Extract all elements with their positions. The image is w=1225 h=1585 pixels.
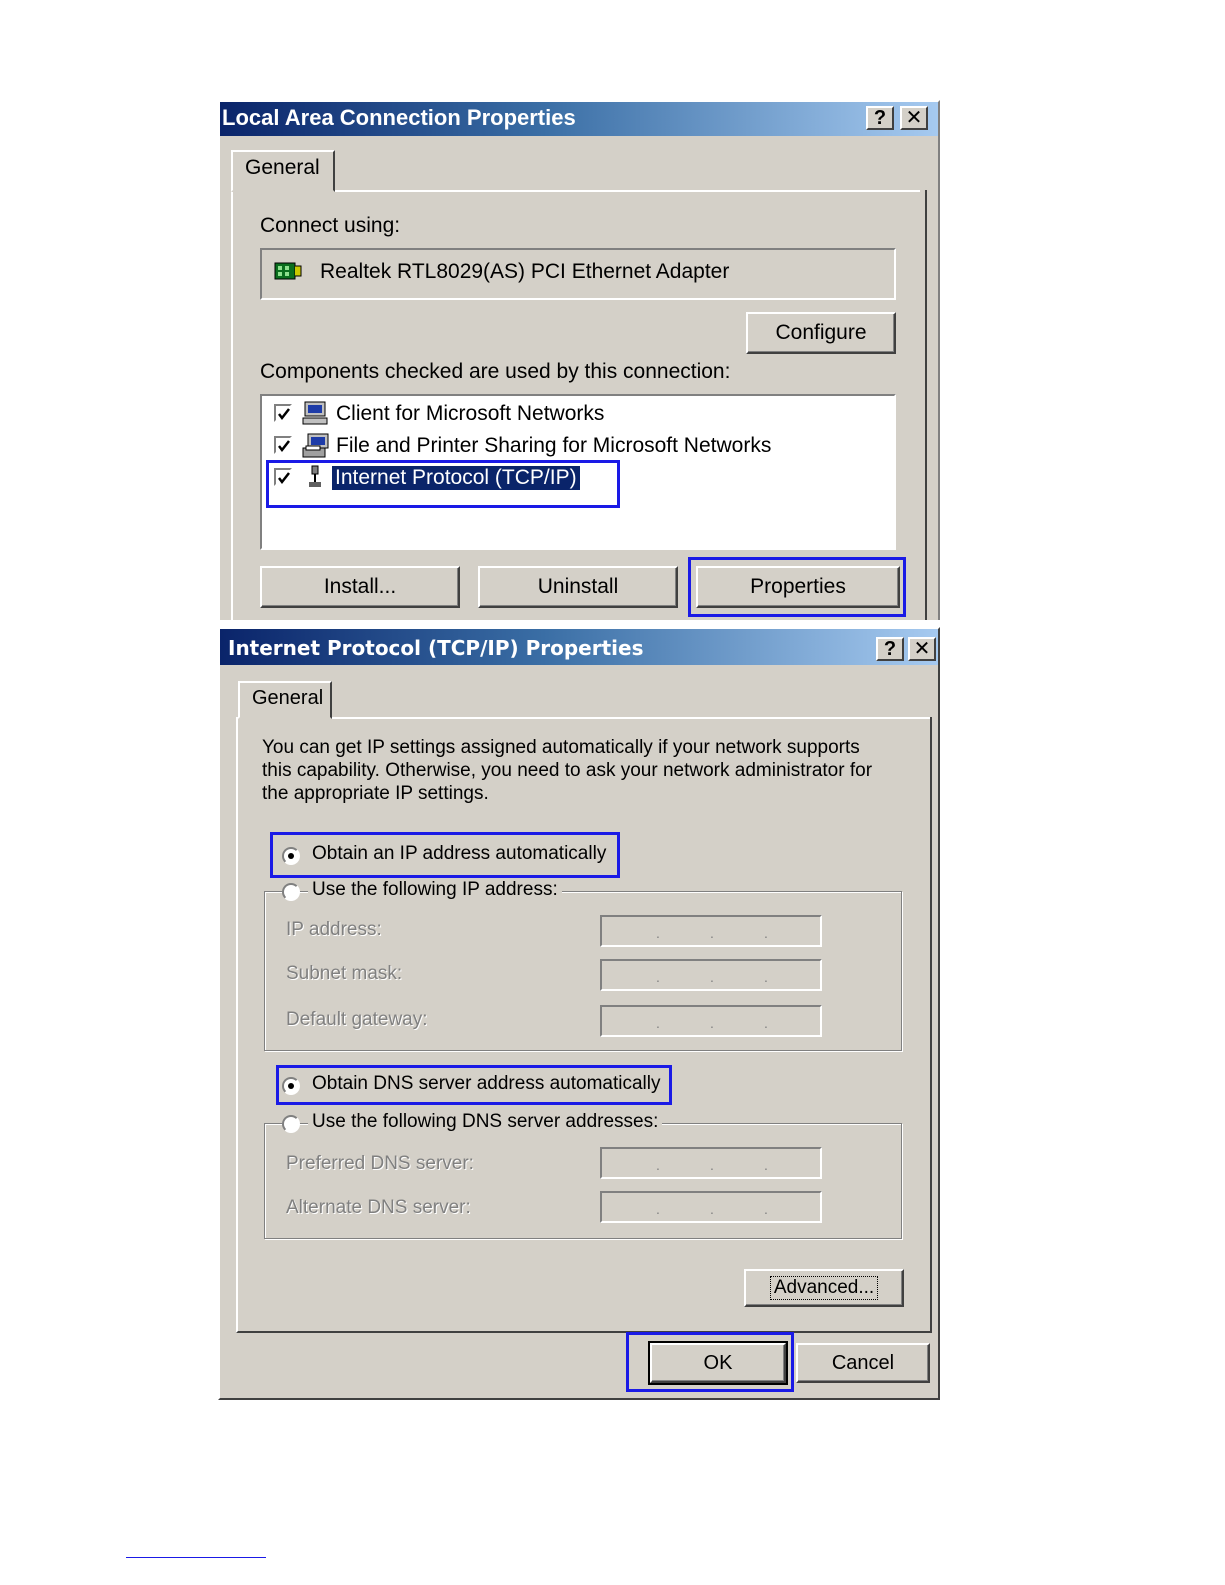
ok-button-label: OK <box>703 1351 733 1374</box>
ip-address-label: IP address: <box>286 919 382 940</box>
advanced-button[interactable] <box>744 1269 904 1307</box>
use-following-dns-label[interactable]: Use the following DNS server addresses: <box>308 1111 662 1133</box>
footer-rule <box>126 1557 266 1558</box>
title-bar[interactable] <box>220 102 938 136</box>
connect-using-label: Connect using: <box>260 214 401 237</box>
adapter-field <box>260 248 896 300</box>
cancel-button[interactable] <box>796 1343 930 1383</box>
title-bar[interactable] <box>220 629 938 665</box>
alternate-dns-input: . . . <box>600 1191 822 1223</box>
components-label: Components checked are used by this connection: <box>260 360 731 383</box>
window-title: Internet Protocol (TCP/IP) Properties <box>228 636 644 660</box>
network-adapter-icon <box>274 260 304 284</box>
alternate-dns-label: Alternate DNS server: <box>286 1197 471 1218</box>
tab-general[interactable]: General <box>231 150 335 192</box>
window-title: Local Area Connection Properties <box>222 105 576 130</box>
advanced-button-label: Advanced... <box>771 1277 877 1299</box>
intro-text-line3: the appropriate IP settings. <box>262 783 489 804</box>
highlight-obtain-dns-auto <box>276 1065 672 1105</box>
printer-share-icon <box>302 432 332 460</box>
close-button[interactable]: ✕ <box>908 637 936 661</box>
default-gateway-label: Default gateway: <box>286 1009 428 1030</box>
uninstall-button[interactable] <box>478 566 678 608</box>
use-following-ip-radio[interactable] <box>282 883 300 901</box>
intro-text-line1: You can get IP settings assigned automatically if your network supports <box>262 737 860 758</box>
highlight-properties-button <box>688 557 906 617</box>
ip-address-input: . . . <box>600 915 822 947</box>
component-label: File and Printer Sharing for Microsoft Networks <box>336 434 772 457</box>
subnet-mask-label: Subnet mask: <box>286 963 403 984</box>
highlight-tcpip-item <box>266 460 620 508</box>
subnet-mask-input: . . . <box>600 959 822 991</box>
help-button[interactable]: ? <box>876 637 904 661</box>
install-button-label: Install... <box>323 575 397 598</box>
component-checkbox[interactable] <box>274 404 292 422</box>
intro-text-line2: this capability. Otherwise, you need to ask your network administrator for <box>262 760 873 781</box>
preferred-dns-label: Preferred DNS server: <box>286 1153 474 1174</box>
configure-button[interactable] <box>746 312 896 354</box>
uninstall-button-label: Uninstall <box>537 575 619 598</box>
highlight-ok-button <box>626 1332 794 1392</box>
tcpip-properties-window <box>218 627 940 1400</box>
close-button[interactable]: ✕ <box>900 106 928 130</box>
component-label: Client for Microsoft Networks <box>336 402 605 425</box>
properties-button-label: Properties <box>750 575 846 598</box>
preferred-dns-input: . . . <box>600 1147 822 1179</box>
obtain-dns-auto-label[interactable]: Obtain DNS server address automatically <box>312 1073 661 1094</box>
obtain-ip-auto-label[interactable]: Obtain an IP address automatically <box>312 843 607 864</box>
component-label-selected[interactable]: Internet Protocol (TCP/IP) <box>332 466 580 490</box>
help-button[interactable]: ? <box>866 106 894 130</box>
use-following-ip-label[interactable]: Use the following IP address: <box>308 879 562 901</box>
highlight-obtain-ip-auto <box>270 832 620 878</box>
local-area-connection-properties-window <box>218 100 940 620</box>
default-gateway-input: . . . <box>600 1005 822 1037</box>
tab-general[interactable]: General <box>238 681 332 719</box>
adapter-name: Realtek RTL8029(AS) PCI Ethernet Adapter <box>320 260 730 283</box>
component-checkbox[interactable] <box>274 436 292 454</box>
configure-button-label: Configure <box>775 321 867 344</box>
use-following-dns-radio[interactable] <box>282 1115 300 1133</box>
install-button[interactable] <box>260 566 460 608</box>
cancel-button-label: Cancel <box>831 1351 895 1374</box>
computer-icon <box>302 400 330 426</box>
